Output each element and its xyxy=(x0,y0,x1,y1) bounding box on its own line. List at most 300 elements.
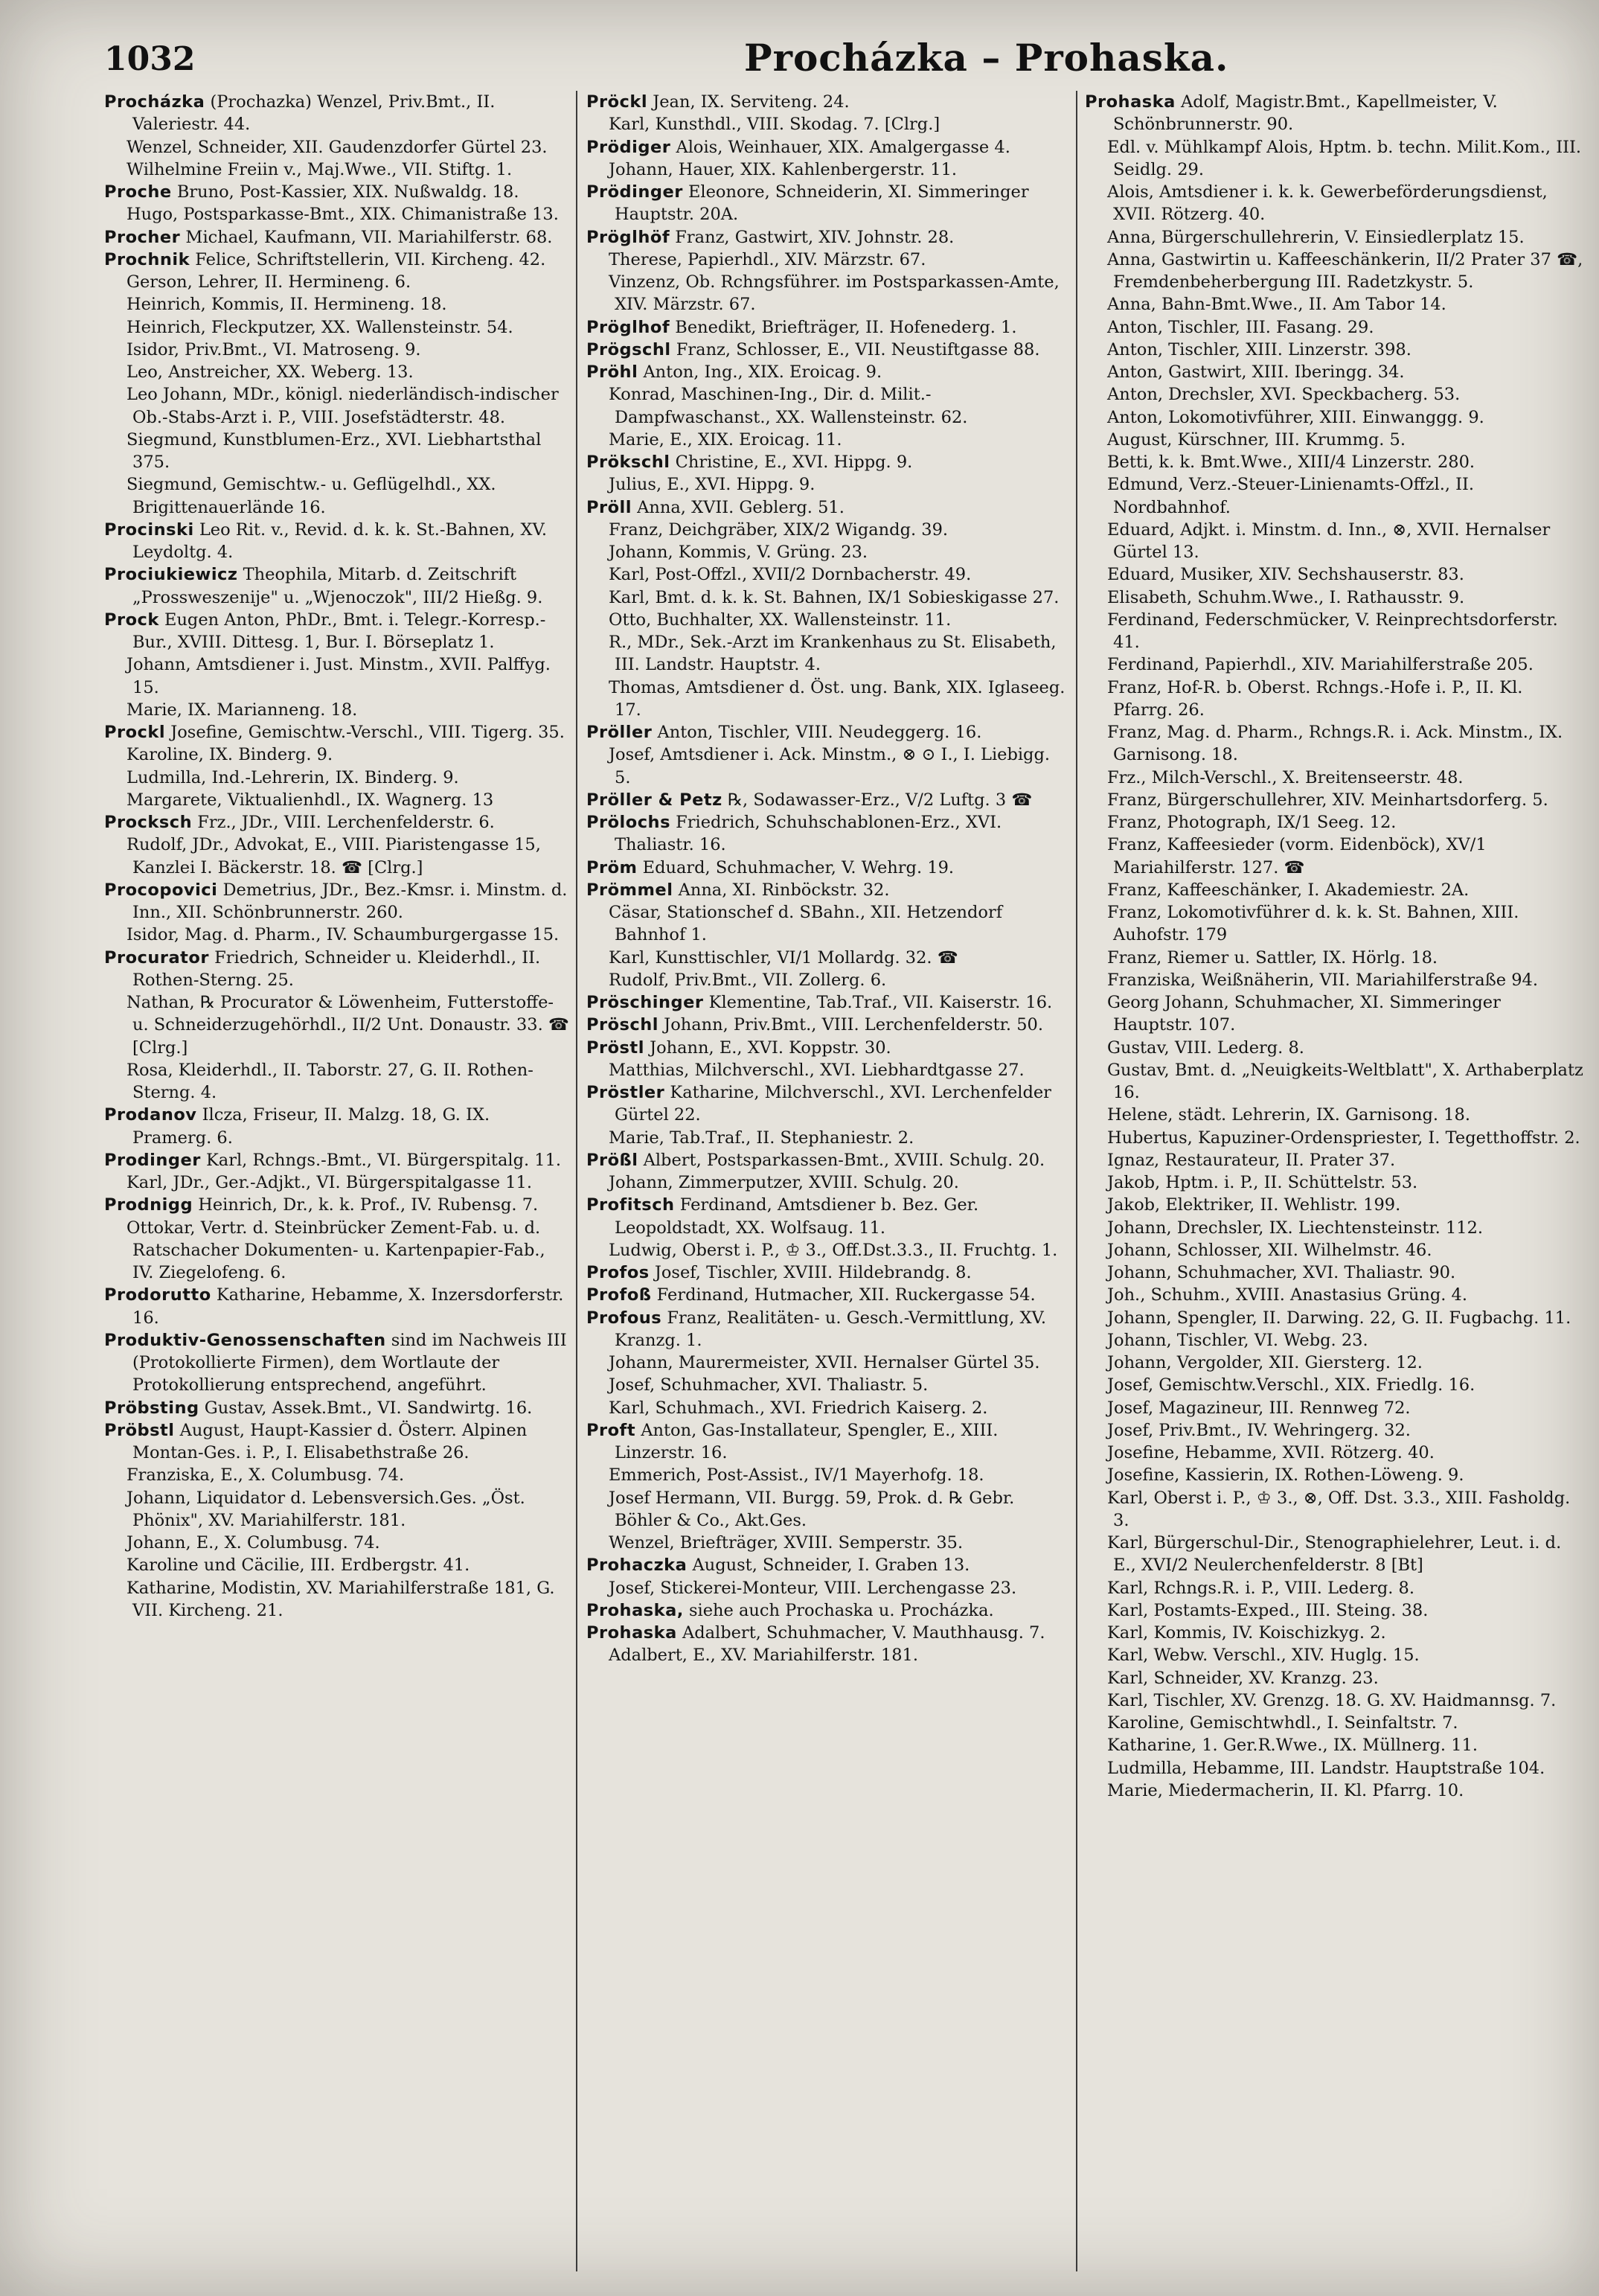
entry-surname: Procházka xyxy=(104,92,205,112)
directory-entry xyxy=(104,1149,569,1171)
directory-entry xyxy=(586,496,1070,519)
column-2 xyxy=(586,91,1070,2271)
ditto-dash xyxy=(1085,811,1107,834)
ditto-dash xyxy=(586,159,609,181)
entry-text: Anna, XVII. Geblerg. 51. xyxy=(637,497,845,517)
entry-surname: Procinski xyxy=(104,519,194,540)
directory-entry xyxy=(586,1554,1070,1576)
ditto-dash xyxy=(1085,1532,1107,1554)
directory-entry xyxy=(104,1059,569,1104)
directory-entry xyxy=(586,113,1070,135)
entry-text: Karl, Bürgerschul-Dir., Stenographielehrer, Leut. i. d. E., XVI/2 Neulerchenfelderstr. 8 [Bt] xyxy=(1107,1533,1562,1576)
entry-text: Franz, Gastwirt, XIV. Johnstr. 28. xyxy=(675,227,955,247)
ditto-dash xyxy=(586,383,609,406)
ditto-dash xyxy=(104,1532,126,1554)
entry-text: R., MDr., Sek.-Arzt im Krankenhaus zu St. Elisabeth, III. Landstr. Hauptstr. 4. xyxy=(609,633,1057,675)
directory-entry xyxy=(586,901,1070,947)
directory-entry xyxy=(1085,136,1585,182)
ditto-dash xyxy=(104,767,126,789)
directory-entry xyxy=(104,991,569,1059)
directory-entry xyxy=(1085,429,1585,451)
entry-text: Karoline, IX. Binderg. 9. xyxy=(126,745,333,765)
directory-entry xyxy=(1085,1779,1585,1802)
ditto-dash xyxy=(1085,1194,1107,1216)
directory-entry xyxy=(586,677,1070,722)
entry-text: Eugen Anton, PhDr., Bmt. i. Telegr.-Korresp.-Bur., XVIII. Dittesg. 1, Bur. I. Börseplatz 1. xyxy=(132,610,546,652)
entry-text: Franziska, Weißnäherin, VII. Mariahilferstraße 94. xyxy=(1107,970,1538,990)
entry-text: Adolf, Magistr.Bmt., Kapellmeister, V. Schönbrunnerstr. 90. xyxy=(1113,92,1498,135)
directory-entry xyxy=(586,473,1070,496)
ditto-dash xyxy=(104,1577,126,1599)
ditto-dash xyxy=(1085,991,1107,1014)
entry-surname: Prößl xyxy=(586,1150,638,1170)
directory-entry xyxy=(1085,1622,1585,1644)
entry-text: Eduard, Musiker, XIV. Sechshauserstr. 83. xyxy=(1107,565,1464,585)
ditto-dash xyxy=(586,113,609,135)
entry-text: Franz, Realitäten- u. Gesch.-Vermittlung, XV. Kranzg. 1. xyxy=(615,1308,1046,1350)
directory-entry xyxy=(586,159,1070,181)
directory-entry xyxy=(1085,1644,1585,1666)
entry-text: Jakob, Elektriker, II. Wehlistr. 199. xyxy=(1107,1195,1401,1215)
directory-entry xyxy=(104,1284,569,1329)
ditto-dash xyxy=(104,203,126,226)
ditto-dash xyxy=(1085,1239,1107,1261)
entry-text: Leo, Anstreicher, XX. Weberg. 13. xyxy=(126,362,414,382)
entry-text: Felice, Schriftstellerin, VII. Kircheng. 42. xyxy=(195,249,546,269)
ditto-dash xyxy=(586,473,609,496)
directory-entry xyxy=(1085,473,1585,519)
ditto-dash xyxy=(1085,721,1107,744)
directory-entry xyxy=(586,969,1070,991)
directory-entry xyxy=(104,1397,569,1419)
directory-entry xyxy=(104,609,569,654)
directory-entry xyxy=(586,1149,1070,1171)
entry-text: Johann, Drechsler, IX. Liechtensteinstr. 112. xyxy=(1107,1218,1484,1238)
entry-surname: Prölochs xyxy=(586,813,670,832)
directory-entry xyxy=(586,1014,1070,1036)
directory-entry xyxy=(586,1284,1070,1306)
ditto-dash xyxy=(104,1554,126,1576)
entry-text: Siegmund, Kunstblumen-Erz., XVI. Liebhartsthal 375. xyxy=(126,429,542,472)
entry-surname: Prökschl xyxy=(586,453,670,472)
entry-surname: Prohaska xyxy=(586,1623,677,1643)
directory-entry xyxy=(1085,1037,1585,1059)
directory-entry xyxy=(1085,1171,1585,1194)
entry-text: Leo Johann, MDr., königl. niederländisch-indischer Ob.-Stabs-Arzt i. P., VIII. Josefstädterstr. 48. xyxy=(126,385,559,427)
directory-entry xyxy=(586,1081,1070,1127)
directory-entry xyxy=(104,1329,569,1397)
directory-entry xyxy=(586,1599,1070,1622)
entry-surname: Prockl xyxy=(104,723,166,742)
directory-entry xyxy=(586,1307,1070,1352)
directory-entry xyxy=(586,136,1070,159)
entry-surname: Pröglhöf xyxy=(586,227,670,247)
directory-entry xyxy=(1085,316,1585,339)
ditto-dash xyxy=(1085,181,1107,203)
ditto-dash xyxy=(1085,901,1107,924)
ditto-dash xyxy=(104,924,126,946)
directory-entry xyxy=(1085,1397,1585,1419)
entry-surname: Profous xyxy=(586,1308,662,1328)
directory-entry xyxy=(1085,1127,1585,1149)
entry-text: Ilcza, Friseur, II. Malzg. 18, G. IX. Pramerg. 6. xyxy=(132,1105,490,1148)
ditto-dash xyxy=(1085,789,1107,811)
ditto-dash xyxy=(1085,1577,1107,1599)
directory-entry xyxy=(104,519,569,564)
directory-entry xyxy=(586,1239,1070,1261)
ditto-dash xyxy=(1085,1352,1107,1374)
entry-text: Karl, Bmt. d. k. k. St. Bahnen, IX/1 Sobieskigasse 27. xyxy=(609,587,1060,607)
entry-text: Edmund, Verz.-Steuer-Linienamts-Offzl., II. Nordbahnhof. xyxy=(1107,475,1475,517)
ditto-dash xyxy=(1085,1779,1107,1802)
ditto-dash xyxy=(104,1464,126,1486)
directory-entry xyxy=(586,181,1070,226)
entry-text: Klementine, Tab.Traf., VII. Kaiserstr. 16. xyxy=(708,993,1053,1012)
directory-entry xyxy=(1085,1194,1585,1216)
directory-entry xyxy=(586,1261,1070,1284)
entry-text: Karl, Rchngs.R. i. P., VIII. Lederg. 8. xyxy=(1107,1578,1415,1598)
entry-text: Karl, Postamts-Exped., III. Steing. 38. xyxy=(1107,1600,1429,1620)
ditto-dash xyxy=(104,1487,126,1509)
ditto-dash xyxy=(586,631,609,653)
ditto-dash xyxy=(1085,1217,1107,1239)
entry-text: Josef, Gemischtw.Verschl., XIX. Friedlg. 16. xyxy=(1107,1375,1475,1395)
directory-entry xyxy=(104,1464,569,1486)
directory-entry xyxy=(104,429,569,474)
entry-text: Anton, Tischler, XIII. Linzerstr. 398. xyxy=(1107,339,1411,359)
directory-entry xyxy=(586,1397,1070,1419)
entry-text: sind im Nachweis III (Protokollierte Firmen), dem Wortlaute der Protokollierung entsprechend, angeführt. xyxy=(132,1330,567,1395)
entry-text: Johann, Spengler, II. Darwing. 22, G. II. Fugbachg. 11. xyxy=(1107,1308,1571,1328)
entry-text: Karl, Post-Offzl., XVII/2 Dornbacherstr. 49. xyxy=(609,565,972,585)
entry-surname: Prodnigg xyxy=(104,1195,193,1215)
ditto-dash xyxy=(104,361,126,383)
directory-entry xyxy=(1085,1532,1585,1577)
ditto-dash xyxy=(1085,1374,1107,1396)
directory-entry xyxy=(586,1194,1070,1239)
directory-entry xyxy=(104,249,569,271)
ditto-dash xyxy=(1085,1442,1107,1464)
ditto-dash xyxy=(104,383,126,406)
entry-surname: Prodinger xyxy=(104,1150,201,1170)
entry-surname: Pröller xyxy=(586,723,653,742)
entry-text: Johann, Schlosser, XII. Wilhelmstr. 46. xyxy=(1107,1240,1432,1260)
entry-text: Karl, JDr., Ger.-Adjkt., VI. Bürgerspitalgasse 11. xyxy=(126,1173,533,1192)
ditto-dash xyxy=(104,834,126,856)
entry-text: Josef, Tischler, XVIII. Hildebrandg. 8. xyxy=(654,1263,972,1282)
ditto-dash xyxy=(1085,653,1107,676)
directory-entry xyxy=(104,293,569,316)
directory-entry xyxy=(1085,1261,1585,1284)
entry-text: Karl, Schuhmach., XVI. Friedrich Kaiserg. 2. xyxy=(609,1398,988,1418)
entry-text: Franziska, E., X. Columbusg. 74. xyxy=(126,1465,405,1486)
ditto-dash xyxy=(1085,834,1107,856)
ditto-dash xyxy=(104,339,126,361)
entry-text: Ludmilla, Ind.-Lehrerin, IX. Binderg. 9. xyxy=(126,767,459,787)
entry-text: Frz., JDr., VIII. Lerchenfelderstr. 6. xyxy=(197,813,495,832)
entry-text: Franz, Kaffeeschänker, I. Akademiestr. 2A. xyxy=(1107,880,1470,900)
column-divider xyxy=(576,91,577,2271)
entry-text: Eduard, Schuhmacher, V. Wehrg. 19. xyxy=(642,857,955,877)
directory-entry xyxy=(586,744,1070,789)
entry-text: Hubertus, Kapuziner-Ordenspriester, I. Tegetthoffstr. 2. xyxy=(1107,1128,1580,1148)
entry-text: Wenzel, Briefträger, XVIII. Semperstr. 35. xyxy=(609,1533,964,1552)
directory-entry xyxy=(586,811,1070,857)
entry-text: Anna, Bürgerschullehrerin, V. Einsiedlerplatz 15. xyxy=(1107,227,1525,247)
ditto-dash xyxy=(1085,361,1107,383)
directory-entry xyxy=(586,519,1070,541)
entry-text: Albert, Postsparkassen-Bmt., XVIII. Schulg. 20. xyxy=(643,1150,1045,1170)
entry-surname: Profoß xyxy=(586,1285,652,1305)
entry-surname: Pröschl xyxy=(586,1015,659,1035)
entry-surname: Prodorutto xyxy=(104,1285,211,1305)
entry-text: Karl, Kommis, IV. Koischizkyg. 2. xyxy=(1107,1623,1386,1643)
entry-text: Edl. v. Mühlkampf Alois, Hptm. b. techn. Milit.Kom., III. Seidlg. 29. xyxy=(1107,137,1582,179)
entry-text: Anna, XI. Rinböckstr. 32. xyxy=(678,880,890,900)
ditto-dash xyxy=(1085,1712,1107,1734)
ditto-dash xyxy=(104,1171,126,1194)
entry-text: Isidor, Priv.Bmt., VI. Matroseng. 9. xyxy=(126,339,421,359)
directory-entry xyxy=(104,1217,569,1285)
entry-text: Franz, Bürgerschullehrer, XIV. Meinhartsdorferg. 5. xyxy=(1107,790,1548,810)
ditto-dash xyxy=(586,1171,609,1194)
entry-text: Karl, Kunsthdl., VIII. Skodag. 7. [Clrg.] xyxy=(609,115,941,135)
directory-entry xyxy=(586,947,1070,969)
ditto-dash xyxy=(1085,1419,1107,1442)
directory-entry xyxy=(586,429,1070,451)
directory-entry xyxy=(586,1577,1070,1599)
directory-entry xyxy=(104,811,569,834)
directory-entry xyxy=(104,1487,569,1532)
ditto-dash xyxy=(104,653,126,676)
entry-text: Johann, E., XVI. Koppstr. 30. xyxy=(650,1037,891,1058)
directory-entry xyxy=(1085,789,1585,811)
entry-text: Anton, Gas-Installateur, Spengler, E., XIII. Linzerstr. 16. xyxy=(615,1420,999,1462)
entry-text: Josef Hermann, VII. Burgg. 59, Prok. d. ℞ Gebr. Böhler & Co., Akt.Ges. xyxy=(609,1488,1015,1530)
entry-text: Franz, Photograph, IX/1 Seeg. 12. xyxy=(1107,813,1397,832)
ditto-dash xyxy=(1085,1689,1107,1712)
entry-surname: Prödinger xyxy=(586,182,683,202)
entry-text: Thomas, Amtsdiener d. Öst. ung. Bank, XIX. Iglaseeg. 17. xyxy=(609,677,1066,720)
directory-entry xyxy=(1085,1734,1585,1756)
directory-entry xyxy=(586,563,1070,586)
directory-entry xyxy=(1085,1667,1585,1689)
ditto-dash xyxy=(1085,1307,1107,1329)
entry-text: Heinrich, Fleckputzer, XX. Wallensteinstr. 54. xyxy=(126,317,513,337)
entry-text: Siegmund, Gemischtw.- u. Geflügelhdl., XX. Brigittenauerlände 16. xyxy=(126,475,496,517)
entry-text: Adalbert, Schuhmacher, V. Mauthhausg. 7. xyxy=(682,1623,1045,1643)
ditto-dash xyxy=(1085,473,1107,496)
entry-text: Franz, Mag. d. Pharm., Rchngs.R. i. Ack. Minstm., IX. Garnisong. 18. xyxy=(1107,723,1563,765)
ditto-dash xyxy=(1085,563,1107,586)
directory-entry xyxy=(104,947,569,992)
entry-text: Franz, Hof-R. b. Oberst. Rchngs.-Hofe i. P., II. Kl. Pfarrg. 26. xyxy=(1107,677,1523,720)
directory-entry xyxy=(104,653,569,699)
directory-entry xyxy=(104,1194,569,1216)
ditto-dash xyxy=(1085,1667,1107,1689)
ditto-dash xyxy=(1085,1599,1107,1622)
ditto-dash xyxy=(104,271,126,293)
entry-text: Johann, Maurermeister, XVII. Hernalser Gürtel 35. xyxy=(609,1353,1040,1372)
directory-entry xyxy=(586,1487,1070,1532)
directory-entry xyxy=(104,181,569,203)
entry-surname: Pröbsting xyxy=(104,1398,199,1418)
directory-entry xyxy=(586,1059,1070,1081)
entry-text: Johann, Liquidator d. Lebensversich.Ges. „Öst. Phönix", XV. Mariahilferstr. 181. xyxy=(126,1488,525,1530)
directory-entry xyxy=(104,473,569,519)
directory-entry xyxy=(1085,451,1585,473)
directory-entry xyxy=(586,1419,1070,1465)
entry-text: Eduard, Adjkt. i. Minstm. d. Inn., ⊗, XVII. Hernalser Gürtel 13. xyxy=(1107,519,1551,562)
directory-entry xyxy=(1085,1757,1585,1779)
entry-surname: Procurator xyxy=(104,947,209,968)
entry-text: Bruno, Post-Kassier, XIX. Nußwaldg. 18. xyxy=(176,182,519,202)
entry-text: Karl, Webw. Verschl., XIV. Huglg. 15. xyxy=(1107,1646,1420,1666)
directory-entry xyxy=(104,1104,569,1149)
directory-entry xyxy=(1085,383,1585,406)
directory-entry xyxy=(1085,1239,1585,1261)
directory-entry xyxy=(104,203,569,226)
entry-text: Ludmilla, Hebamme, III. Landstr. Hauptstraße 104. xyxy=(1107,1758,1545,1778)
directory-entry xyxy=(104,226,569,249)
directory-entry xyxy=(586,721,1070,744)
directory-entry xyxy=(104,271,569,293)
directory-entry xyxy=(586,631,1070,677)
entry-text: Gerson, Lehrer, II. Hermineng. 6. xyxy=(126,272,411,292)
entry-text: August, Schneider, I. Graben 13. xyxy=(692,1555,970,1576)
ditto-dash xyxy=(104,159,126,181)
entry-text: Josefine, Hebamme, XVII. Rötzerg. 40. xyxy=(1107,1443,1435,1462)
directory-entry xyxy=(586,339,1070,361)
ditto-dash xyxy=(586,947,609,969)
entry-text: Gustav, VIII. Lederg. 8. xyxy=(1107,1037,1304,1058)
entry-text: Marie, E., XIX. Eroicag. 11. xyxy=(609,429,842,450)
entry-text: Friedrich, Schneider u. Kleiderhdl., II. Rothen-Sterng. 25. xyxy=(132,947,541,990)
ditto-dash xyxy=(104,293,126,316)
entry-text: Otto, Buchhalter, XX. Wallensteinstr. 11. xyxy=(609,610,952,630)
ditto-dash xyxy=(586,541,609,563)
entry-text: Franz, Riemer u. Sattler, IX. Hörlg. 18. xyxy=(1107,947,1438,968)
directory-entry xyxy=(1085,609,1585,654)
entry-text: Johann, Schuhmacher, XVI. Thaliastr. 90. xyxy=(1107,1263,1456,1282)
directory-entry xyxy=(586,1352,1070,1374)
entry-text: Michael, Kaufmann, VII. Mariahilferstr. 68. xyxy=(185,227,553,247)
entry-surname: Prohaczka xyxy=(586,1555,688,1576)
entry-surname: Pröckl xyxy=(586,92,648,112)
entry-surname: Procher xyxy=(104,227,181,247)
page-header xyxy=(104,36,1585,88)
entry-text: Friedrich, Schuhschablonen-Erz., XVI. Thaliastr. 16. xyxy=(615,813,1002,855)
entry-text: Karl, Oberst i. P., ♔ 3., ⊗, Off. Dst. 3.3., XIII. Fasholdg. 3. xyxy=(1107,1488,1571,1530)
ditto-dash xyxy=(1085,879,1107,901)
ditto-dash xyxy=(586,1532,609,1554)
ditto-dash xyxy=(1085,451,1107,473)
ditto-dash xyxy=(104,136,126,159)
entry-text: Rudolf, Priv.Bmt., VII. Zollerg. 6. xyxy=(609,970,887,990)
entry-surname: Prömmel xyxy=(586,880,673,900)
entry-text: Anton, Gastwirt, XIII. Iberingg. 34. xyxy=(1107,362,1405,382)
ditto-dash xyxy=(104,744,126,766)
entry-text: August, Kürschner, III. Krummg. 5. xyxy=(1107,429,1406,450)
ditto-dash xyxy=(1085,1397,1107,1419)
directory-columns xyxy=(104,91,1585,2279)
directory-entry xyxy=(104,159,569,181)
entry-text: Johann, Priv.Bmt., VIII. Lerchenfelderstr. 50. xyxy=(664,1015,1043,1035)
ditto-dash xyxy=(1085,1464,1107,1486)
directory-entry xyxy=(586,1127,1070,1149)
entry-text: Christine, E., XVI. Hippg. 9. xyxy=(675,453,913,472)
entry-text: Jakob, Hptm. i. P., II. Schüttelstr. 53. xyxy=(1107,1173,1418,1192)
directory-entry xyxy=(104,744,569,766)
entry-text: Margarete, Viktualienhdl., IX. Wagnerg. 13 xyxy=(126,790,494,810)
entry-text: Gustav, Bmt. d. „Neuigkeits-Weltblatt", X. Arthaberplatz 16. xyxy=(1107,1060,1583,1102)
entry-text: Ottokar, Vertr. d. Steinbrücker Zement-Fab. u. d. Ratschacher Dokumenten- u. Kartenpapier-Fab., IV. Ziegelofeng. 6. xyxy=(126,1218,545,1282)
ditto-dash xyxy=(586,1059,609,1081)
ditto-dash xyxy=(1085,293,1107,316)
ditto-dash xyxy=(1085,249,1107,271)
entry-surname: Proche xyxy=(104,182,172,202)
ditto-dash xyxy=(1085,429,1107,451)
directory-entry xyxy=(586,316,1070,339)
entry-text: Anton, Lokomotivführer, XIII. Einwanggg. 9. xyxy=(1107,407,1484,427)
entry-text: Franz, Schlosser, E., VII. Neustiftgasse 88. xyxy=(676,339,1040,359)
entry-text: Frz., Milch-Verschl., X. Breitenseerstr. 48. xyxy=(1107,767,1464,787)
running-title: Procházka – Prohaska. xyxy=(744,36,1229,80)
ditto-dash xyxy=(1085,1037,1107,1059)
entry-text: Vinzenz, Ob. Rchngsführer. im Postsparkassen-Amte, XIV. Märzstr. 67. xyxy=(609,272,1060,315)
entry-text: Georg Johann, Schuhmacher, XI. Simmeringer Hauptstr. 107. xyxy=(1107,993,1501,1035)
directory-entry xyxy=(104,924,569,946)
entry-text: Elisabeth, Schuhm.Wwe., I. Rathausstr. 9. xyxy=(1107,587,1465,607)
directory-entry xyxy=(104,1532,569,1554)
ditto-dash xyxy=(104,1059,126,1081)
directory-entry xyxy=(104,789,569,811)
ditto-dash xyxy=(1085,767,1107,789)
directory-entry xyxy=(1085,1599,1585,1622)
ditto-dash xyxy=(1085,1622,1107,1644)
ditto-dash xyxy=(1085,677,1107,699)
directory-entry xyxy=(104,1554,569,1576)
page-number: 1032 xyxy=(104,40,196,78)
directory-entry xyxy=(1085,249,1585,294)
directory-entry xyxy=(104,699,569,721)
entry-surname: Proft xyxy=(586,1420,636,1440)
directory-entry xyxy=(104,383,569,429)
ditto-dash xyxy=(586,1397,609,1419)
entry-text: Betti, k. k. Bmt.Wwe., XIII/4 Linzerstr. 280. xyxy=(1107,453,1475,472)
directory-entry xyxy=(1085,563,1585,586)
directory-entry xyxy=(586,226,1070,249)
entry-surname: Prödiger xyxy=(586,137,671,157)
ditto-dash xyxy=(586,519,609,541)
entry-surname: Pröhl xyxy=(586,362,638,382)
entry-text: Anton, Tischler, VIII. Neudeggerg. 16. xyxy=(657,723,982,742)
entry-text: (Prochazka) Wenzel, Priv.Bmt., II. Valeriestr. 44. xyxy=(132,92,496,135)
entry-text: Helene, städt. Lehrerin, IX. Garnisong. 18. xyxy=(1107,1105,1470,1125)
entry-text: Cäsar, Stationschef d. SBahn., XII. Hetzendorf Bahnhof 1. xyxy=(609,903,1003,945)
directory-entry xyxy=(586,1464,1070,1486)
ditto-dash xyxy=(104,429,126,451)
directory-entry xyxy=(586,609,1070,631)
entry-text: Alois, Amtsdiener i. k. k. Gewerbeförderungsdienst, XVII. Rötzerg. 40. xyxy=(1107,182,1548,225)
ditto-dash xyxy=(586,1464,609,1486)
column-divider xyxy=(1076,91,1077,2271)
ditto-dash xyxy=(1085,609,1107,631)
entry-surname: Prohaska xyxy=(1085,92,1176,112)
ditto-dash xyxy=(104,473,126,496)
directory-entry xyxy=(104,361,569,383)
entry-surname: Pröstl xyxy=(586,1037,644,1058)
